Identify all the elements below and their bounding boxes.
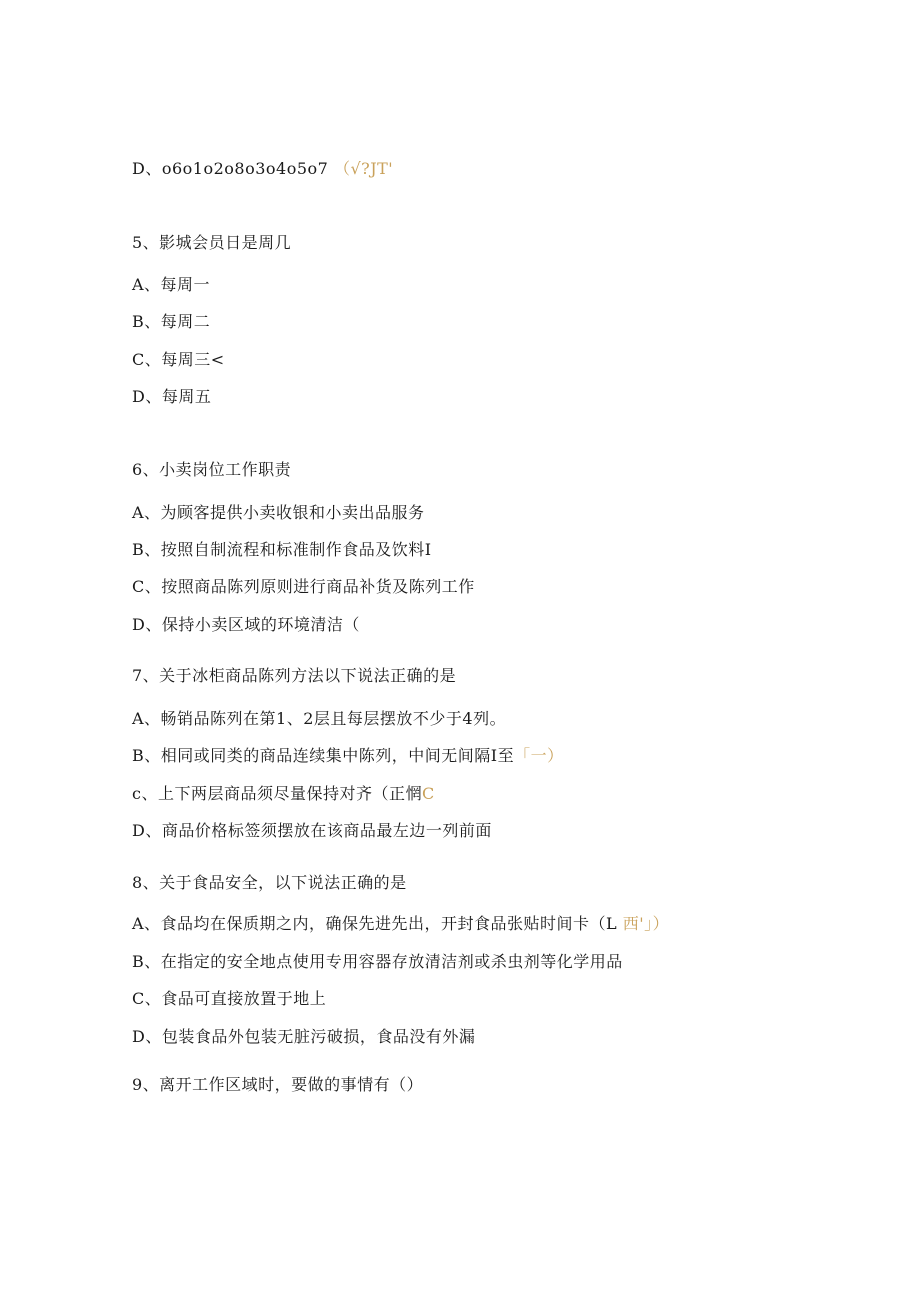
q5-option-b: B、每周二 <box>132 312 211 331</box>
question-7: 7、关于冰柜商品陈列方法以下说法正确的是 <box>132 666 457 685</box>
q6-option-c: C、按照商品陈列原则进行商品补货及陈列工作 <box>132 577 475 596</box>
q4-option-d-text: D、o6o1o2o8o3o4o5o7 <box>132 159 329 178</box>
q7-option-b <box>132 746 564 766</box>
q7-option-a: A、畅销品陈列在第1、2层且每层摆放不少于4列。 <box>132 709 507 728</box>
q5-option-d: D、每周五 <box>132 387 212 406</box>
q6-option-d: D、保持小卖区域的环境清洁（ <box>132 615 360 634</box>
q6-option-b: B、按照自制流程和标准制作食品及饮料I <box>132 540 432 559</box>
question-5: 5、影城会员日是周几 <box>132 233 292 252</box>
q7-option-d: D、商品价格标签须摆放在该商品最左边一列前面 <box>132 821 492 840</box>
handwritten-mark: C <box>421 784 435 803</box>
q7-option-b-text: B、相同或同类的商品连续集中陈列，中间无间隔I至 <box>132 746 515 765</box>
q8-option-a-text: A、食品均在保质期之内，确保先进先出，开封食品张贴时间卡（L <box>132 914 618 933</box>
q8-option-c: C、食品可直接放置于地上 <box>132 989 327 1008</box>
q6-option-a: A、为顾客提供小卖收银和小卖出品服务 <box>132 503 425 522</box>
question-8: 8、关于食品安全，以下说法正确的是 <box>132 873 407 892</box>
handwritten-mark: （√?JT' <box>333 159 394 178</box>
question-6: 6、小卖岗位工作职责 <box>132 460 292 479</box>
handwritten-mark: 「一） <box>514 746 564 765</box>
q7-option-c <box>132 784 435 804</box>
q4-option-d <box>132 159 393 179</box>
q8-option-a <box>132 914 669 934</box>
q7-option-c-text: c、上下两层商品须尽量保持对齐（正惘 <box>132 784 422 803</box>
q8-option-b: B、在指定的安全地点使用专用容器存放清洁剂或杀虫剂等化学用品 <box>132 952 623 971</box>
handwritten-mark: 西'」） <box>622 914 670 933</box>
q8-option-d: D、包装食品外包装无脏污破损，食品没有外漏 <box>132 1027 476 1046</box>
q5-option-a: A、每周一 <box>132 275 211 294</box>
question-9: 9、离开工作区域时，要做的事情有（） <box>132 1075 424 1094</box>
q5-option-c: C、每周三< <box>132 350 225 369</box>
